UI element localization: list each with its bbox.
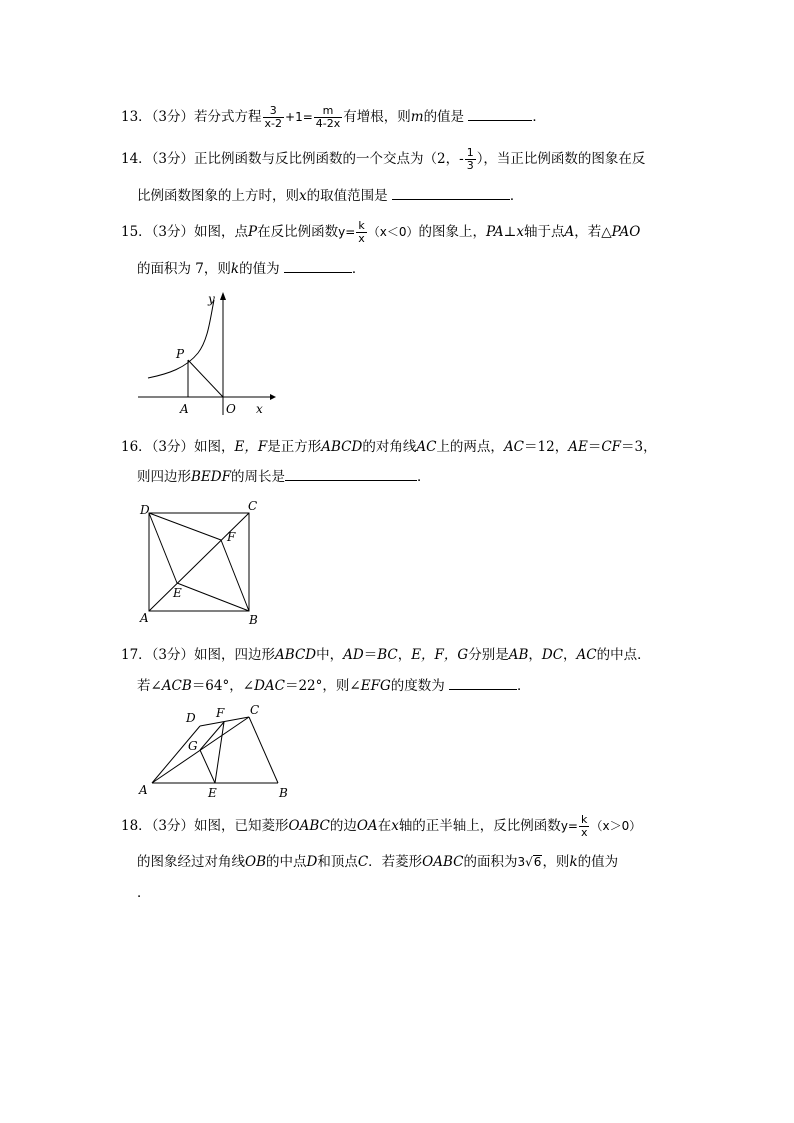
q17-figure xyxy=(136,702,296,802)
question-16-line-2 xyxy=(137,467,430,487)
text: 的面积为 xyxy=(463,854,518,870)
text: ＝ xyxy=(587,439,602,455)
denominator: x-2 xyxy=(264,117,283,130)
question-18-line-3 xyxy=(137,883,151,903)
answer-blank[interactable] xyxy=(392,186,510,200)
text: 是正方形 xyxy=(267,439,322,455)
variable: EFG xyxy=(360,678,391,694)
hyperbola-curve xyxy=(148,300,214,378)
coefficient: 3 xyxy=(517,855,526,869)
minus-sign: - xyxy=(459,151,464,167)
question-18 xyxy=(121,814,641,839)
text: ＝22°，则∠ xyxy=(284,678,361,694)
variable: C xyxy=(357,854,369,870)
variable: AE xyxy=(568,439,588,455)
label-E: E xyxy=(208,786,217,800)
text: 轴于点 xyxy=(523,224,565,240)
text: ， xyxy=(528,647,542,663)
answer-blank[interactable] xyxy=(449,676,517,690)
text: 若∠ xyxy=(137,678,162,694)
text: ．若菱形 xyxy=(368,854,423,870)
variable: BEDF xyxy=(191,469,231,485)
text: y= xyxy=(338,225,356,239)
question-number: 17．（3分） xyxy=(121,647,195,663)
question-number: 18．（3分） xyxy=(121,818,195,834)
q16-figure xyxy=(138,498,268,630)
x-axis-arrow xyxy=(270,394,276,400)
variable: OB xyxy=(245,854,266,870)
variable: E，F，G xyxy=(411,647,469,663)
text: 中， xyxy=(316,647,344,663)
denominator: 4-2x xyxy=(315,117,341,130)
segment-EB xyxy=(177,583,249,611)
text: ． xyxy=(416,469,431,485)
question-13 xyxy=(121,105,546,130)
text: 比例函数图象的上方时，则 xyxy=(137,188,299,204)
text: ． xyxy=(532,109,546,125)
variable: BC xyxy=(377,647,398,663)
text: ， xyxy=(563,647,577,663)
question-14 xyxy=(121,147,645,172)
text: 如图，已知菱形 xyxy=(194,818,289,834)
answer-blank[interactable] xyxy=(284,259,352,273)
variable: k xyxy=(230,261,240,277)
variable: k xyxy=(569,854,578,870)
condition: （x＜0） xyxy=(367,225,419,239)
segment-AD xyxy=(152,726,200,783)
fraction xyxy=(314,105,342,130)
text: 有增根，则 xyxy=(343,109,411,125)
label-C: C xyxy=(250,703,260,717)
variable: AC xyxy=(503,439,525,455)
text: ，若△ xyxy=(574,224,612,240)
text: ＝64°，∠ xyxy=(191,678,255,694)
denominator: x xyxy=(358,232,365,245)
text: 的周长是 xyxy=(230,469,285,485)
variable: P xyxy=(248,224,258,240)
label-D: D xyxy=(140,503,150,517)
variable: OABC xyxy=(288,818,330,834)
label-y: y xyxy=(208,292,215,306)
label-A: A xyxy=(140,611,149,625)
variable: m xyxy=(410,109,424,125)
variable: OABC xyxy=(422,854,464,870)
text: ，则 xyxy=(542,854,570,870)
radicand: 6 xyxy=(533,855,542,869)
text: 如图，点 xyxy=(194,224,249,240)
answer-blank[interactable] xyxy=(468,107,532,121)
label-D: D xyxy=(186,711,196,725)
variable: PAO xyxy=(611,224,641,240)
answer-blank[interactable] xyxy=(285,467,417,481)
variable: DC xyxy=(541,647,564,663)
diagonal-AC xyxy=(149,513,249,611)
text: 的图象经过对角线 xyxy=(137,854,245,870)
text: 如图， xyxy=(194,439,235,455)
segment-GE xyxy=(200,750,215,783)
fraction xyxy=(465,147,476,172)
variable: AC xyxy=(416,439,437,455)
text: ＝ xyxy=(363,647,378,663)
text: ， xyxy=(397,647,412,663)
text: ． xyxy=(351,261,366,277)
text: 的值为 xyxy=(239,261,280,277)
label-B: B xyxy=(279,786,288,800)
text: 的对角线 xyxy=(362,439,417,455)
fraction xyxy=(579,814,590,839)
variable: OA xyxy=(356,818,378,834)
variable: DAC xyxy=(254,678,285,694)
text: 分别是 xyxy=(468,647,509,663)
fraction xyxy=(263,105,284,130)
text: 在 xyxy=(377,818,392,834)
question-15 xyxy=(121,220,640,245)
text: ＝3， xyxy=(621,439,657,455)
text: 的值为 xyxy=(577,854,619,870)
condition: （x＞0） xyxy=(590,819,642,833)
question-17 xyxy=(121,645,651,665)
segment-DF xyxy=(149,513,221,540)
label-C: C xyxy=(248,499,258,513)
y-axis-arrow xyxy=(220,292,226,300)
text: 上的两点， xyxy=(436,439,504,455)
text: ＝12， xyxy=(524,439,569,455)
variable: CF xyxy=(601,439,622,455)
text: 的图象上， xyxy=(418,224,487,240)
variable: D xyxy=(306,854,318,870)
label-F: F xyxy=(227,530,236,544)
variable: PA xyxy=(486,224,504,240)
numerator: m xyxy=(314,105,342,118)
label-P: P xyxy=(176,347,185,361)
question-18-line-2 xyxy=(137,852,618,872)
segment-PO xyxy=(188,360,223,397)
text: 在反比例函数 xyxy=(257,224,339,240)
q15-figure xyxy=(138,290,278,420)
variable: ACB xyxy=(161,678,192,694)
label-A: A xyxy=(180,402,189,416)
question-14-line-2 xyxy=(137,186,523,206)
label-A: A xyxy=(139,783,148,797)
sqrt-sign: √ xyxy=(525,855,533,869)
text: 的度数为 xyxy=(390,678,445,694)
text: 和顶点 xyxy=(317,854,358,870)
text: 的值是 xyxy=(423,109,465,125)
text: 则四边形 xyxy=(137,469,191,485)
text: 的中点． xyxy=(596,647,651,663)
text: ），当正比例函数的图象在反 xyxy=(476,151,646,167)
question-16 xyxy=(121,437,657,457)
segment-DE xyxy=(149,513,177,583)
segment-FB xyxy=(221,540,249,611)
text: 正比例函数与反比例函数的一个交点为（2， xyxy=(194,151,460,167)
label-B: B xyxy=(249,613,258,627)
numerator: k xyxy=(579,814,590,827)
question-number: 14．（3分） xyxy=(121,151,195,167)
numerator: k xyxy=(356,220,367,233)
text: ． xyxy=(137,885,151,901)
text: 的面积为 7，则 xyxy=(137,261,231,277)
variable: AD xyxy=(343,647,364,663)
text: ⊥ xyxy=(503,224,517,240)
text: 若分式方程 xyxy=(194,109,262,125)
numerator: 3 xyxy=(263,105,284,118)
label-O: O xyxy=(226,402,236,416)
text: y= xyxy=(560,819,578,833)
variable: AB xyxy=(508,647,529,663)
segment-CB xyxy=(249,717,278,783)
question-15-line-2 xyxy=(137,259,365,279)
question-number: 15．（3分） xyxy=(121,224,195,240)
text: +1= xyxy=(285,110,313,124)
question-17-line-2 xyxy=(137,676,531,696)
variable: x xyxy=(299,188,307,204)
variable: ABCD xyxy=(321,439,363,455)
text: 的边 xyxy=(329,818,357,834)
denominator: x xyxy=(580,826,588,839)
variable: x xyxy=(391,818,399,834)
text: ． xyxy=(509,188,524,204)
question-number: 16．（3分） xyxy=(121,439,195,455)
text: 轴的正半轴上，反比例函数 xyxy=(398,818,561,834)
numerator: 1 xyxy=(466,146,474,159)
label-E: E xyxy=(173,586,182,600)
fraction xyxy=(356,220,367,245)
text: 的取值范围是 xyxy=(306,188,388,204)
label-x: x xyxy=(256,402,263,416)
text: 如图，四边形 xyxy=(194,647,276,663)
variable: x xyxy=(516,224,524,240)
question-number: 13．（3分） xyxy=(121,109,195,125)
label-G: G xyxy=(188,739,198,753)
text: 的中点 xyxy=(266,854,307,870)
denominator: 3 xyxy=(466,159,474,172)
variable: ABCD xyxy=(275,647,317,663)
label-F: F xyxy=(216,706,225,720)
variable: A xyxy=(564,224,575,240)
variable: E，F xyxy=(234,439,268,455)
text: ． xyxy=(517,678,531,694)
variable: AC xyxy=(576,647,597,663)
